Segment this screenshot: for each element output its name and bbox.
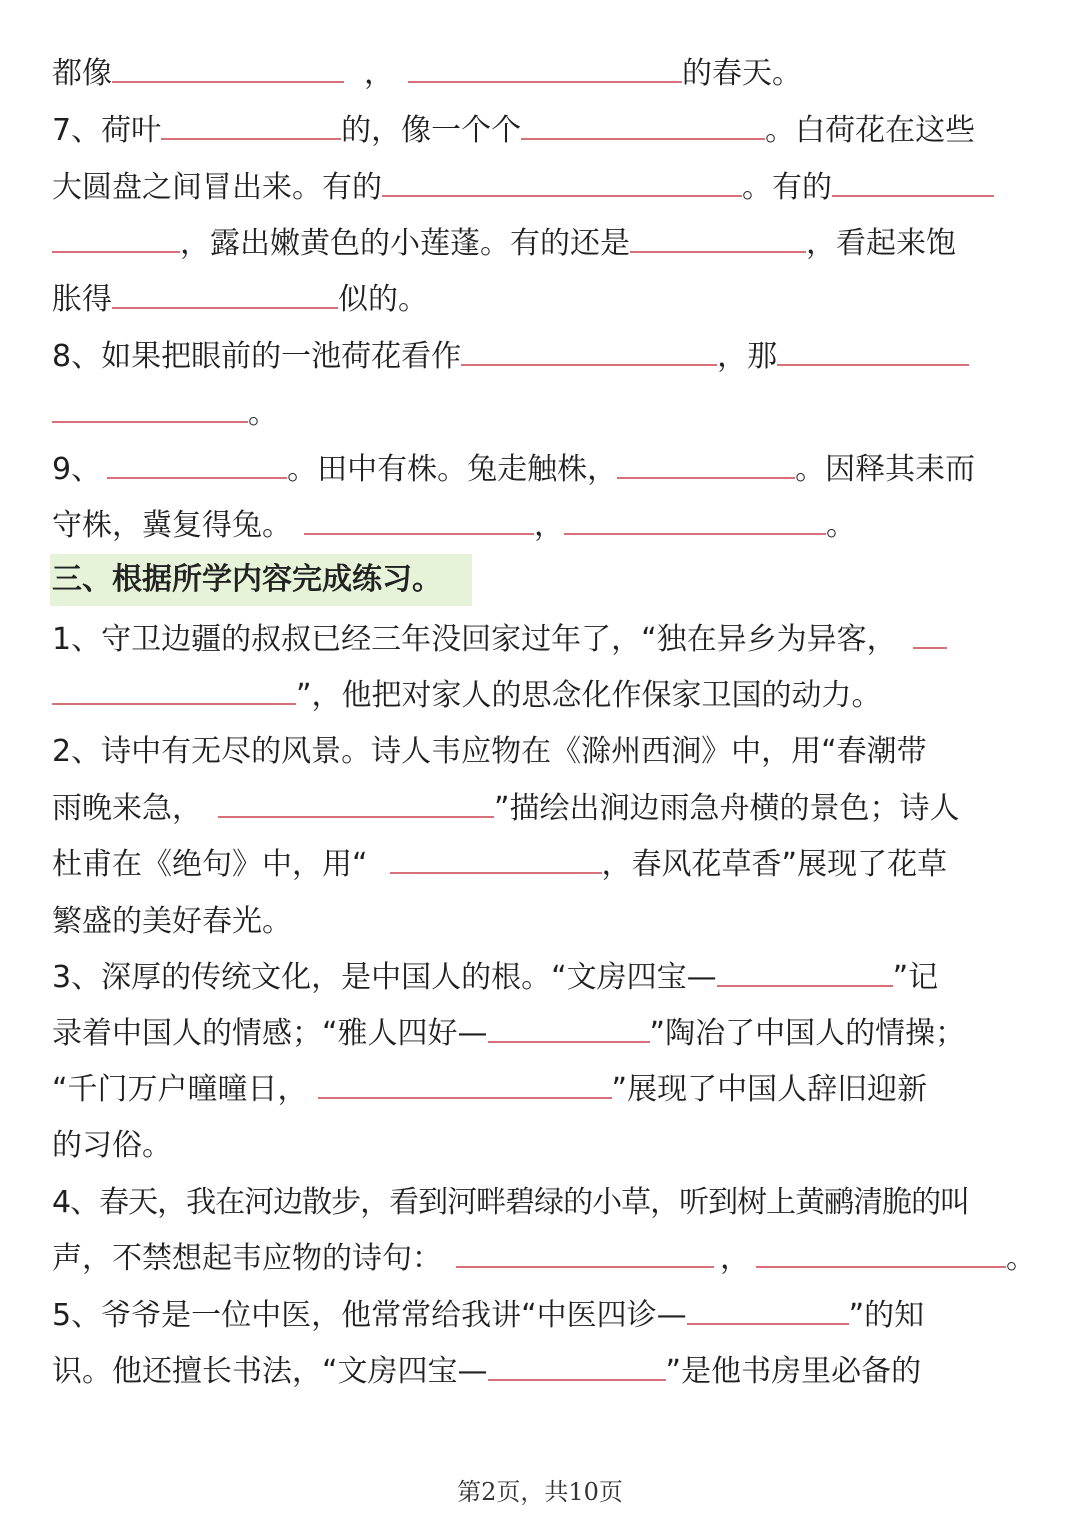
text-segment: 雨晚来急， xyxy=(52,791,202,826)
text-segment: ”的知 xyxy=(848,1298,925,1333)
answer-blank[interactable] xyxy=(687,1297,849,1325)
text-line xyxy=(52,160,1040,216)
text-segment: 繁盛的美好春光。 xyxy=(52,904,292,939)
text-segment: 似的。 xyxy=(338,282,428,317)
text-line xyxy=(52,894,1040,950)
text-line xyxy=(52,781,1040,837)
answer-blank[interactable] xyxy=(408,55,682,83)
text-line xyxy=(52,1175,1040,1231)
text-segment: ，那 xyxy=(717,339,778,374)
text-segment: ，露出嫩黄色的小莲蓬。有的还是 xyxy=(180,226,630,261)
text-line xyxy=(52,1006,1040,1062)
text-segment: 。 xyxy=(248,396,278,431)
text-line xyxy=(52,1062,1040,1118)
text-line xyxy=(52,668,1040,724)
text-segment: 2、诗中有无尽的风景。诗人韦应物在《滁州西涧》中，用“春潮带 xyxy=(52,734,927,769)
answer-blank[interactable] xyxy=(617,451,795,479)
text-segment: 。白荷花在这些 xyxy=(765,113,976,148)
text-segment: ，看起来饱 xyxy=(806,226,956,261)
text-segment: ”陶冶了中国人的情操； xyxy=(649,1016,966,1051)
text-segment: 声，不禁想起韦应物的诗句： xyxy=(52,1241,442,1276)
text-segment: 胀得 xyxy=(52,282,112,317)
text-line xyxy=(52,1288,1040,1344)
text-segment: 的习俗。 xyxy=(52,1128,172,1163)
text-segment: ， xyxy=(534,508,564,543)
answer-blank[interactable] xyxy=(161,112,341,140)
text-line xyxy=(52,216,1040,272)
text-line xyxy=(52,1118,1040,1174)
answer-blank[interactable] xyxy=(112,55,344,83)
text-segment: ， xyxy=(364,56,394,91)
answer-blank[interactable] xyxy=(832,169,994,197)
text-segment: 的，像一个个 xyxy=(341,113,522,148)
answer-blank[interactable] xyxy=(218,790,494,818)
text-segment: 都像 xyxy=(52,56,112,91)
text-segment: 识。他还擅长书法，“文房四宝— xyxy=(52,1354,488,1389)
text-line xyxy=(52,1344,1040,1400)
answer-blank[interactable] xyxy=(777,338,969,366)
answer-blank[interactable] xyxy=(564,507,826,535)
text-segment: ，春风花草香”展现了花草 xyxy=(601,847,948,882)
text-line xyxy=(52,103,1040,159)
answer-blank[interactable] xyxy=(756,1240,1006,1268)
answer-blank[interactable] xyxy=(630,225,806,253)
text-segment: “千门万户曈曈日， xyxy=(52,1072,308,1107)
text-segment: 3、深厚的传统文化，是中国人的根。“文房四宝— xyxy=(52,960,717,995)
text-segment: 1、守卫边疆的叔叔已经三年没回家过年了，“独在异乡为异客， xyxy=(52,622,897,657)
answer-blank[interactable] xyxy=(107,451,287,479)
answer-blank[interactable] xyxy=(52,395,248,423)
text-line xyxy=(52,329,1040,385)
text-line xyxy=(52,442,1040,498)
text-line xyxy=(52,272,1040,328)
answer-blank[interactable] xyxy=(488,1015,650,1043)
answer-blank[interactable] xyxy=(52,225,180,253)
text-segment: ， xyxy=(720,1241,750,1276)
answer-blank[interactable] xyxy=(390,846,602,874)
text-segment: ”是他书房里必备的 xyxy=(665,1354,922,1389)
page-number-footer: 第2页，共10页 xyxy=(457,1478,623,1506)
text-segment: 。因释其耒而 xyxy=(795,452,976,487)
text-segment: 。田中有株。兔走触株， xyxy=(287,452,618,487)
text-line xyxy=(52,612,1040,668)
text-segment: 4、春天，我在河边散步，看到河畔碧绿的小草，听到树上黄鹂清脆的叫 xyxy=(52,1185,970,1220)
text-segment: 录着中国人的情感；“雅人四好— xyxy=(52,1016,488,1051)
text-line xyxy=(52,950,1040,1006)
text-segment: 。 xyxy=(1006,1241,1036,1276)
text-line xyxy=(52,724,1040,780)
text-line xyxy=(52,1231,1040,1287)
text-segment: 杜甫在《绝句》中，用“ xyxy=(52,847,368,882)
text-segment: ”记 xyxy=(892,960,939,995)
answer-blank[interactable] xyxy=(382,169,742,197)
answer-blank[interactable] xyxy=(318,1071,612,1099)
answer-blank[interactable] xyxy=(717,959,893,987)
text-segment: ”展现了中国人辞旧迎新 xyxy=(611,1072,928,1107)
text-segment: 。有的 xyxy=(742,170,832,205)
text-segment: ”，他把对家人的思念化作保家卫国的动力。 xyxy=(296,678,882,713)
answer-blank[interactable] xyxy=(913,621,947,649)
answer-blank[interactable] xyxy=(456,1240,714,1268)
answer-blank[interactable] xyxy=(488,1353,666,1381)
answer-blank[interactable] xyxy=(461,338,717,366)
text-segment: 。 xyxy=(826,508,856,543)
text-line xyxy=(52,498,1040,554)
text-segment: 大圆盘之间冒出来。有的 xyxy=(52,170,382,205)
text-segment: ”描绘出涧边雨急舟横的景色；诗人 xyxy=(494,791,960,826)
text-line xyxy=(52,386,1040,442)
answer-blank[interactable] xyxy=(304,507,534,535)
text-line xyxy=(52,46,1040,102)
answer-blank[interactable] xyxy=(52,677,296,705)
answer-blank[interactable] xyxy=(521,112,765,140)
answer-blank[interactable] xyxy=(112,281,338,309)
text-segment: 8、如果把眼前的一池荷花看作 xyxy=(52,339,462,374)
text-segment: 5、爷爷是一位中医，他常常给我讲“中医四诊— xyxy=(52,1298,687,1333)
text-segment: 7、荷叶 xyxy=(52,113,162,148)
text-segment: 守株，冀复得兔。 xyxy=(52,508,292,543)
text-line xyxy=(52,837,1040,893)
text-segment: 9、 xyxy=(52,452,102,487)
section-heading: 三、根据所学内容完成练习。 xyxy=(50,554,472,606)
text-segment: 的春天。 xyxy=(682,56,802,91)
